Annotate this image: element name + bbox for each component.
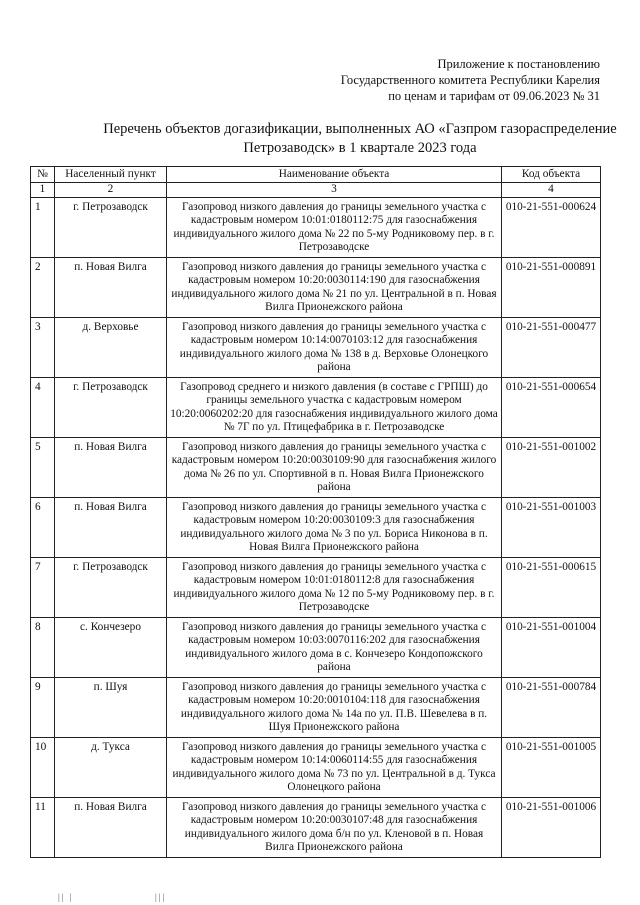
header-name: Наименование объекта <box>167 167 502 183</box>
settlement-cell: п. Новая Вилга <box>55 497 167 557</box>
object-name-cell: Газопровод низкого давления до границы земельного участка с кадастровым номером 10:20:0030114:190 для газоснабжения индивидуального жилого дома № 21 по ул. Центральной в п. Новая Вилга Прионежского района <box>167 257 502 317</box>
appendix-line: Государственного комитета Республики Карелия <box>340 73 600 87</box>
object-code-cell: 010-21-551-001003 <box>502 497 601 557</box>
object-name-cell: Газопровод низкого давления до границы земельного участка с кадастровым номером 10:20:0010104:118 для газоснабжения индивидуального жилого дома № 14а по ул. П.В. Шевелева в п. Шуя Прионежского района <box>167 677 502 737</box>
table-row <box>31 797 601 857</box>
object-code-cell: 010-21-551-000477 <box>502 317 601 377</box>
row-number: 9 <box>31 677 55 737</box>
row-number: 3 <box>31 317 55 377</box>
object-name-cell: Газопровод низкого давления до границы земельного участка с кадастровым номером 10:01:0180112:8 для газоснабжения индивидуального жилого дома № 12 по 5-му Родниковому пер. в г. Петрозаводске <box>167 557 502 617</box>
header-num: № <box>31 167 55 183</box>
table-row <box>31 197 601 257</box>
settlement-cell: д. Верховье <box>55 317 167 377</box>
column-number: 3 <box>167 183 502 198</box>
object-code-cell: 010-21-551-000784 <box>502 677 601 737</box>
column-number: 1 <box>31 183 55 198</box>
settlement-cell: п. Шуя <box>55 677 167 737</box>
object-code-cell: 010-21-551-001004 <box>502 617 601 677</box>
object-name-cell: Газопровод низкого давления до границы земельного участка с кадастровым номером 10:20:0030109:90 для газоснабжения жилого дома № 26 по ул. Спортивной в п. Новая Вилга Прионежского района <box>167 437 502 497</box>
object-code-cell: 010-21-551-000615 <box>502 557 601 617</box>
row-number: 11 <box>31 797 55 857</box>
title-line: Перечень объектов догазификации, выполненных АО «Газпром газораспределение <box>103 121 617 137</box>
settlement-cell: г. Петрозаводск <box>55 557 167 617</box>
row-number: 4 <box>31 377 55 437</box>
appendix-line: по ценам и тарифам от 09.06.2023 № 31 <box>388 89 600 103</box>
header-code: Код объекта <box>502 167 601 183</box>
table-row <box>31 377 601 437</box>
row-number: 8 <box>31 617 55 677</box>
table-row <box>31 257 601 317</box>
document-title <box>60 120 640 158</box>
header-place: Населенный пункт <box>55 167 167 183</box>
object-name-cell: Газопровод низкого давления до границы земельного участка с кадастровым номером 10:01:0180112:75 для газоснабжения индивидуального жилого дома № 22 по 5-му Родниковому пер. в г. Петрозаводске <box>167 197 502 257</box>
settlement-cell: с. Кончезеро <box>55 617 167 677</box>
row-number: 1 <box>31 197 55 257</box>
object-code-cell: 010-21-551-000654 <box>502 377 601 437</box>
object-name-cell: Газопровод низкого давления до границы земельного участка с кадастровым номером 10:14:0060114:55 для газоснабжения индивидуального жилого дома № 73 по ул. Центральной в д. Тукса Олонецкого района <box>167 737 502 797</box>
settlement-cell: п. Новая Вилга <box>55 437 167 497</box>
row-number: 5 <box>31 437 55 497</box>
column-numbers-row <box>31 183 601 198</box>
appendix-note <box>300 56 600 104</box>
object-code-cell: 010-21-551-001006 <box>502 797 601 857</box>
settlement-cell: д. Тукса <box>55 737 167 797</box>
object-code-cell: 010-21-551-001002 <box>502 437 601 497</box>
table-row <box>31 737 601 797</box>
table-body <box>31 197 601 857</box>
title-line: Петрозаводск» в 1 квартале 2023 года <box>243 140 477 156</box>
appendix-line: Приложение к постановлению <box>437 57 600 71</box>
object-name-cell: Газопровод низкого давления до границы земельного участка с кадастровым номером 10:20:0030109:3 для газоснабжения индивидуального жилого дома № 3 по ул. Бориса Никонова в п. Новая Вилга Прионежского района <box>167 497 502 557</box>
table-row <box>31 437 601 497</box>
table-header-row <box>31 167 601 183</box>
table-row <box>31 677 601 737</box>
scan-mark: ||| <box>155 892 167 902</box>
column-number: 2 <box>55 183 167 198</box>
table-row <box>31 497 601 557</box>
scan-mark: || | <box>58 892 74 902</box>
settlement-cell: г. Петрозаводск <box>55 377 167 437</box>
object-code-cell: 010-21-551-000624 <box>502 197 601 257</box>
table-row <box>31 317 601 377</box>
object-name-cell: Газопровод среднего и низкого давления (в составе с ГРПШ) до границы земельного участка с кадастровым номером 10:20:0060202:20 для газоснабжения индивидуального жилого дома № 7Г по ул. Птицефабрика в г. Петрозаводске <box>167 377 502 437</box>
objects-table <box>30 166 601 858</box>
settlement-cell: п. Новая Вилга <box>55 797 167 857</box>
object-code-cell: 010-21-551-001005 <box>502 737 601 797</box>
object-name-cell: Газопровод низкого давления до границы земельного участка с кадастровым номером 10:14:0070103:12 для газоснабжения индивидуального жилого дома № 138 в д. Верховье Олонецкого района <box>167 317 502 377</box>
table-row <box>31 617 601 677</box>
column-number: 4 <box>502 183 601 198</box>
object-name-cell: Газопровод низкого давления до границы земельного участка с кадастровым номером 10:20:0030107:48 для газоснабжения индивидуального жилого дома б/н по ул. Кленовой в п. Новая Вилга Прионежского района <box>167 797 502 857</box>
object-code-cell: 010-21-551-000891 <box>502 257 601 317</box>
row-number: 10 <box>31 737 55 797</box>
settlement-cell: п. Новая Вилга <box>55 257 167 317</box>
table-row <box>31 557 601 617</box>
settlement-cell: г. Петрозаводск <box>55 197 167 257</box>
row-number: 6 <box>31 497 55 557</box>
object-name-cell: Газопровод низкого давления до границы земельного участка с кадастровым номером 10:03:0070116:202 для газоснабжения индивидуального жилого дома в с. Кончезеро Кондопожского района <box>167 617 502 677</box>
row-number: 7 <box>31 557 55 617</box>
row-number: 2 <box>31 257 55 317</box>
